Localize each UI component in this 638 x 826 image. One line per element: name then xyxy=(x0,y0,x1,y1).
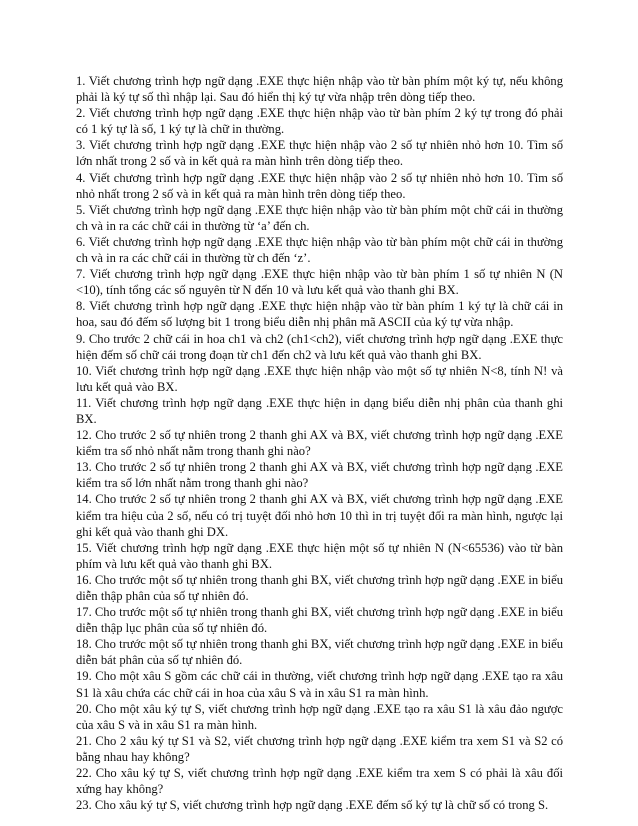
exercise-item-1: 1. Viết chương trình hợp ngữ dạng .EXE thực hiện nhập vào từ bàn phím một ký tự, nếu không phải là ký tự số thì nhập lại. Sau đó hiển thị ký tự vừa nhập trên dòng tiếp theo. xyxy=(76,74,563,105)
exercise-item-8: 8. Viết chương trình hợp ngữ dạng .EXE thực hiện nhập vào từ bàn phím 1 ký tự là chữ cái in hoa, sau đó đếm số lượng bit 1 trong biểu diễn nhị phân mã ASCII của ký tự vừa nhập. xyxy=(76,299,563,330)
exercise-item-7: 7. Viết chương trình hợp ngữ dạng .EXE thực hiện nhập vào từ bàn phím 1 số tự nhiên N (N <10), tính tổng các số nguyên từ N đến 10 và lưu kết quả vào thanh ghi BX. xyxy=(76,267,563,298)
exercise-list xyxy=(76,73,563,813)
exercise-item-5: 5. Viết chương trình hợp ngữ dạng .EXE thực hiện nhập vào từ bàn phím một chữ cái in thường ch và in ra các chữ cái in thường từ ‘a’ đến ch. xyxy=(76,202,563,233)
exercise-item-9: 9. Cho trước 2 chữ cái in hoa ch1 và ch2 (ch1<ch2), viết chương trình hợp ngữ dạng .EXE thực hiện đếm số chữ cái trong đoạn từ ch1 đến ch2 và lưu kết quả vào thanh ghi BX. xyxy=(76,331,563,362)
exercise-item-23: 23. Cho xâu ký tự S, viết chương trình hợp ngữ dạng .EXE đếm số ký tự là chữ số có trong S. xyxy=(76,798,549,813)
exercise-item-11: 11. Viết chương trình hợp ngữ dạng .EXE thực hiện in dạng biểu diễn nhị phân của thanh ghi BX. xyxy=(76,395,563,426)
exercise-item-18: 18. Cho trước một số tự nhiên trong thanh ghi BX, viết chương trình hợp ngữ dạng .EXE in biểu diễn bát phân của số tự nhiên đó. xyxy=(76,637,563,668)
exercise-item-22: 22. Cho xâu ký tự S, viết chương trình hợp ngữ dạng .EXE kiểm tra xem S có phải là xâu đối xứng hay không? xyxy=(76,766,563,797)
exercise-item-14: 14. Cho trước 2 số tự nhiên trong 2 thanh ghi AX và BX, viết chương trình hợp ngữ dạng .EXE kiểm tra hiệu của 2 số, nếu có trị tuyệt đối nhỏ hơn 10 thì in trị tuyệt đối ra màn hình, ngược lại ghi kết quả vào thanh ghi DX. xyxy=(76,492,563,539)
exercise-item-3: 3. Viết chương trình hợp ngữ dạng .EXE thực hiện nhập vào 2 số tự nhiên nhỏ hơn 10. Tìm số lớn nhất trong 2 số và in kết quả ra màn hình trên dòng tiếp theo. xyxy=(76,138,563,169)
exercise-item-19: 19. Cho một xâu S gồm các chữ cái in thường, viết chương trình hợp ngữ dạng .EXE tạo ra xâu S1 là xâu chứa các chữ cái in hoa của xâu S và in xâu S1 ra màn hình. xyxy=(76,669,563,700)
exercise-item-13: 13. Cho trước 2 số tự nhiên trong 2 thanh ghi AX và BX, viết chương trình hợp ngữ dạng .EXE kiểm tra số lớn nhất nằm trong thanh ghi nào? xyxy=(76,460,563,491)
exercise-item-16: 16. Cho trước một số tự nhiên trong thanh ghi BX, viết chương trình hợp ngữ dạng .EXE in biểu diễn thập phân của số tự nhiên đó. xyxy=(76,572,563,603)
exercise-item-12: 12. Cho trước 2 số tự nhiên trong 2 thanh ghi AX và BX, viết chương trình hợp ngữ dạng .EXE kiểm tra số nhỏ nhất nằm trong thanh ghi nào? xyxy=(76,428,563,459)
exercise-item-6: 6. Viết chương trình hợp ngữ dạng .EXE thực hiện nhập vào từ bàn phím một chữ cái in thường ch và in ra các chữ cái in thường từ ch đến ‘z’. xyxy=(76,234,563,266)
exercise-item-20: 20. Cho một xâu ký tự S, viết chương trình hợp ngữ dạng .EXE tạo ra xâu S1 là xâu đảo ngược của xâu S và in xâu S1 ra màn hình. xyxy=(76,701,563,732)
exercise-item-21: 21. Cho 2 xâu ký tự S1 và S2, viết chương trình hợp ngữ dạng .EXE kiểm tra xem S1 và S2 có bằng nhau hay không? xyxy=(76,733,563,764)
exercise-item-17: 17. Cho trước một số tự nhiên trong thanh ghi BX, viết chương trình hợp ngữ dạng .EXE in biểu diễn thập lục phân của số tự nhiên đó. xyxy=(76,605,563,636)
exercise-item-2: 2. Viết chương trình hợp ngữ dạng .EXE thực hiện nhập vào từ bàn phím 2 ký tự trong đó phải có 1 ký tự là số, 1 ký tự là chữ in thường. xyxy=(76,106,563,137)
exercise-item-4: 4. Viết chương trình hợp ngữ dạng .EXE thực hiện nhập vào 2 số tự nhiên nhỏ hơn 10. Tìm số nhỏ nhất trong 2 số và in kết quả ra màn hình trên dòng tiếp theo. xyxy=(76,170,563,201)
exercise-item-10: 10. Viết chương trình hợp ngữ dạng .EXE thực hiện nhập vào một số tự nhiên N<8, tính N! và lưu kết quả vào BX. xyxy=(76,363,563,394)
exercise-item-15: 15. Viết chương trình hợp ngữ dạng .EXE thực hiện một số tự nhiên N (N<65536) vào từ bàn phím và lưu kết quả vào thanh ghi BX. xyxy=(76,540,563,571)
